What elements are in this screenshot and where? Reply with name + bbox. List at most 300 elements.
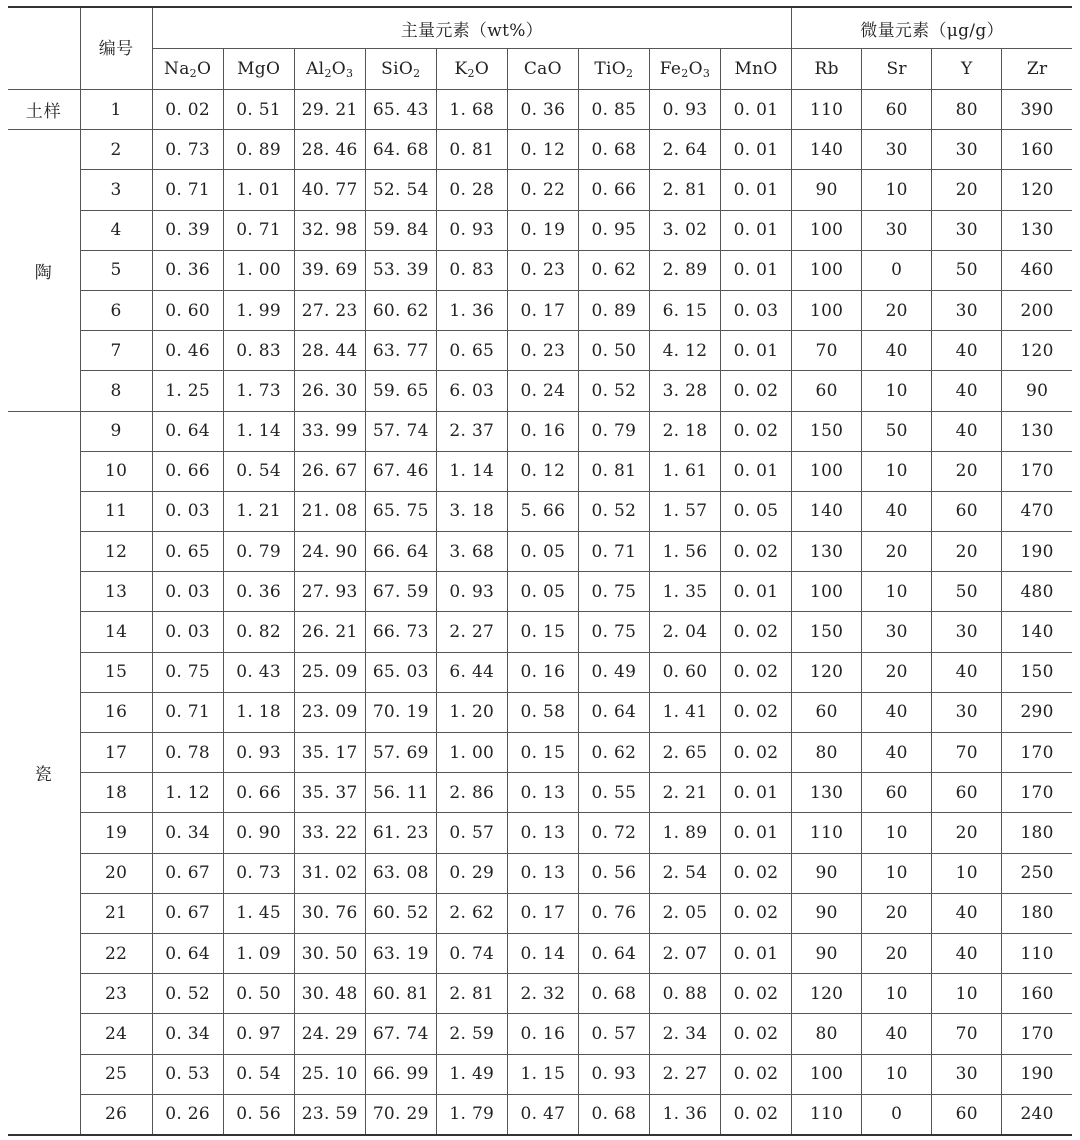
sample-id: 4 — [80, 210, 152, 250]
value-cell: 20 — [862, 532, 932, 572]
value-cell: 0. 74 — [436, 933, 507, 973]
value-cell: 67. 46 — [365, 451, 436, 491]
value-cell: 0. 67 — [152, 893, 223, 933]
value-cell: 50 — [932, 250, 1002, 290]
value-cell: 1. 18 — [223, 692, 294, 732]
sample-id: 23 — [80, 974, 152, 1014]
column-header: $Fe_2O_3$ — [649, 49, 720, 90]
value-cell: 10 — [862, 813, 932, 853]
table-row — [8, 170, 1072, 210]
sample-id: 14 — [80, 612, 152, 652]
value-cell: 0. 23 — [507, 250, 578, 290]
value-cell: 100 — [792, 250, 862, 290]
value-cell: 90 — [1002, 371, 1072, 411]
sample-id: 11 — [80, 491, 152, 531]
value-cell: 4. 12 — [649, 331, 720, 371]
sample-id: 9 — [80, 411, 152, 451]
value-cell: 0. 47 — [507, 1094, 578, 1135]
table-row — [8, 411, 1072, 451]
value-cell: 0. 02 — [152, 90, 223, 130]
value-cell: 20 — [862, 290, 932, 330]
value-cell: 0 — [862, 250, 932, 290]
value-cell: 0. 15 — [507, 733, 578, 773]
value-cell: 0. 17 — [507, 893, 578, 933]
value-cell: 130 — [792, 773, 862, 813]
value-cell: 0. 56 — [223, 1094, 294, 1135]
value-cell: 10 — [862, 974, 932, 1014]
value-cell: 10 — [862, 1054, 932, 1094]
value-cell: 28. 44 — [294, 331, 365, 371]
value-cell: 0. 17 — [507, 290, 578, 330]
value-cell: 2. 07 — [649, 933, 720, 973]
value-cell: 0 — [862, 1094, 932, 1135]
table-row — [8, 1054, 1072, 1094]
value-cell: 100 — [792, 1054, 862, 1094]
value-cell: 20 — [932, 451, 1002, 491]
value-cell: 0. 02 — [720, 532, 791, 572]
value-cell: 70 — [932, 1014, 1002, 1054]
value-cell: 10 — [932, 853, 1002, 893]
value-cell: 1. 01 — [223, 170, 294, 210]
value-cell: 0. 54 — [223, 451, 294, 491]
value-cell: 40 — [862, 692, 932, 732]
column-header: $K_2O$ — [436, 49, 507, 90]
value-cell: 26. 21 — [294, 612, 365, 652]
column-header: $Na_2O$ — [152, 49, 223, 90]
value-cell: 50 — [862, 411, 932, 451]
group-label: 瓷 — [8, 411, 80, 1135]
value-cell: 67. 59 — [365, 572, 436, 612]
value-cell: 60 — [862, 90, 932, 130]
value-cell: 30. 76 — [294, 893, 365, 933]
value-cell: 0. 93 — [223, 733, 294, 773]
value-cell: 1. 09 — [223, 933, 294, 973]
value-cell: 10 — [862, 371, 932, 411]
value-cell: 0. 67 — [152, 853, 223, 893]
value-cell: 190 — [1002, 1054, 1072, 1094]
sample-id: 18 — [80, 773, 152, 813]
value-cell: 40 — [862, 331, 932, 371]
value-cell: 39. 69 — [294, 250, 365, 290]
value-cell: 0. 66 — [223, 773, 294, 813]
value-cell: 0. 12 — [507, 130, 578, 170]
value-cell: 0. 12 — [507, 451, 578, 491]
value-cell: 0. 71 — [152, 170, 223, 210]
value-cell: 0. 03 — [720, 290, 791, 330]
value-cell: 470 — [1002, 491, 1072, 531]
table-row — [8, 331, 1072, 371]
sample-id: 3 — [80, 170, 152, 210]
table-row — [8, 933, 1072, 973]
group-label: 陶 — [8, 130, 80, 411]
value-cell: 0. 03 — [152, 572, 223, 612]
value-cell: 0. 68 — [578, 974, 649, 1014]
value-cell: 0. 81 — [436, 130, 507, 170]
value-cell: 1. 00 — [223, 250, 294, 290]
value-cell: 80 — [792, 733, 862, 773]
value-cell: 30 — [862, 130, 932, 170]
value-cell: 60. 52 — [365, 893, 436, 933]
value-cell: 40 — [862, 733, 932, 773]
value-cell: 10 — [862, 451, 932, 491]
value-cell: 33. 99 — [294, 411, 365, 451]
value-cell: 1. 14 — [436, 451, 507, 491]
value-cell: 180 — [1002, 893, 1072, 933]
value-cell: 2. 37 — [436, 411, 507, 451]
table-row — [8, 612, 1072, 652]
value-cell: 35. 17 — [294, 733, 365, 773]
value-cell: 0. 73 — [152, 130, 223, 170]
value-cell: 30 — [932, 210, 1002, 250]
value-cell: 3. 28 — [649, 371, 720, 411]
value-cell: 0. 54 — [223, 1054, 294, 1094]
value-cell: 1. 00 — [436, 733, 507, 773]
value-cell: 0. 66 — [152, 451, 223, 491]
value-cell: 90 — [792, 853, 862, 893]
value-cell: 0. 64 — [578, 933, 649, 973]
value-cell: 70. 29 — [365, 1094, 436, 1135]
value-cell: 63. 08 — [365, 853, 436, 893]
value-cell: 66. 99 — [365, 1054, 436, 1094]
value-cell: 60 — [932, 773, 1002, 813]
table-row — [8, 90, 1072, 130]
value-cell: 40. 77 — [294, 170, 365, 210]
value-cell: 0. 49 — [578, 652, 649, 692]
value-cell: 1. 41 — [649, 692, 720, 732]
value-cell: 0. 01 — [720, 90, 791, 130]
sample-id: 20 — [80, 853, 152, 893]
table-row — [8, 813, 1072, 853]
value-cell: 60. 62 — [365, 290, 436, 330]
value-cell: 1. 61 — [649, 451, 720, 491]
value-cell: 130 — [792, 532, 862, 572]
value-cell: 2. 21 — [649, 773, 720, 813]
value-cell: 70 — [792, 331, 862, 371]
value-cell: 100 — [792, 210, 862, 250]
value-cell: 50 — [932, 572, 1002, 612]
value-cell: 30 — [932, 130, 1002, 170]
value-cell: 150 — [792, 411, 862, 451]
value-cell: 60 — [932, 491, 1002, 531]
value-cell: 100 — [792, 290, 862, 330]
value-cell: 460 — [1002, 250, 1072, 290]
table-row — [8, 1094, 1072, 1135]
value-cell: 65. 43 — [365, 90, 436, 130]
value-cell: 0. 97 — [223, 1014, 294, 1054]
value-cell: 56. 11 — [365, 773, 436, 813]
sample-id: 7 — [80, 331, 152, 371]
value-cell: 60 — [792, 371, 862, 411]
value-cell: 0. 71 — [223, 210, 294, 250]
value-cell: 35. 37 — [294, 773, 365, 813]
value-cell: 31. 02 — [294, 853, 365, 893]
value-cell: 0. 39 — [152, 210, 223, 250]
value-cell: 170 — [1002, 1014, 1072, 1054]
header-id-label: 编号 — [80, 7, 152, 90]
value-cell: 2. 27 — [436, 612, 507, 652]
value-cell: 0. 52 — [578, 491, 649, 531]
value-cell: 0. 03 — [152, 612, 223, 652]
value-cell: 0. 62 — [578, 733, 649, 773]
value-cell: 0. 68 — [578, 1094, 649, 1135]
value-cell: 0. 90 — [223, 813, 294, 853]
value-cell: 0. 05 — [507, 572, 578, 612]
value-cell: 67. 74 — [365, 1014, 436, 1054]
value-cell: 26. 67 — [294, 451, 365, 491]
value-cell: 20 — [862, 933, 932, 973]
value-cell: 40 — [932, 371, 1002, 411]
value-cell: 130 — [1002, 411, 1072, 451]
value-cell: 61. 23 — [365, 813, 436, 853]
value-cell: 390 — [1002, 90, 1072, 130]
table-row — [8, 652, 1072, 692]
value-cell: 0. 93 — [649, 90, 720, 130]
value-cell: 66. 73 — [365, 612, 436, 652]
value-cell: 65. 03 — [365, 652, 436, 692]
value-cell: 65. 75 — [365, 491, 436, 531]
value-cell: 6. 15 — [649, 290, 720, 330]
value-cell: 0. 34 — [152, 1014, 223, 1054]
value-cell: 160 — [1002, 974, 1072, 1014]
value-cell: 0. 72 — [578, 813, 649, 853]
value-cell: 0. 36 — [507, 90, 578, 130]
column-header: Rb — [792, 49, 862, 90]
value-cell: 0. 36 — [152, 250, 223, 290]
value-cell: 30. 48 — [294, 974, 365, 1014]
value-cell: 290 — [1002, 692, 1072, 732]
value-cell: 0. 66 — [578, 170, 649, 210]
value-cell: 2. 64 — [649, 130, 720, 170]
value-cell: 0. 36 — [223, 572, 294, 612]
value-cell: 0. 01 — [720, 933, 791, 973]
value-cell: 20 — [932, 532, 1002, 572]
sample-id: 12 — [80, 532, 152, 572]
value-cell: 120 — [792, 652, 862, 692]
value-cell: 0. 02 — [720, 371, 791, 411]
header-row-groups — [8, 7, 1072, 49]
value-cell: 0. 22 — [507, 170, 578, 210]
value-cell: 70. 19 — [365, 692, 436, 732]
value-cell: 0. 83 — [223, 331, 294, 371]
value-cell: 0. 95 — [578, 210, 649, 250]
value-cell: 0. 02 — [720, 411, 791, 451]
value-cell: 40 — [932, 411, 1002, 451]
composition-table — [8, 6, 1072, 1136]
sample-id: 17 — [80, 733, 152, 773]
value-cell: 0. 23 — [507, 331, 578, 371]
value-cell: 0. 55 — [578, 773, 649, 813]
value-cell: 180 — [1002, 813, 1072, 853]
value-cell: 0. 81 — [578, 451, 649, 491]
value-cell: 2. 34 — [649, 1014, 720, 1054]
value-cell: 0. 88 — [649, 974, 720, 1014]
column-header: Zr — [1002, 49, 1072, 90]
column-header: TiO$_2$ — [578, 49, 649, 90]
value-cell: 0. 02 — [720, 974, 791, 1014]
value-cell: 90 — [792, 893, 862, 933]
value-cell: 160 — [1002, 130, 1072, 170]
value-cell: 0. 02 — [720, 652, 791, 692]
value-cell: 1. 79 — [436, 1094, 507, 1135]
value-cell: 0. 29 — [436, 853, 507, 893]
value-cell: 0. 93 — [436, 572, 507, 612]
value-cell: 120 — [1002, 331, 1072, 371]
value-cell: 2. 81 — [436, 974, 507, 1014]
header-trace-elements: 微量元素（μg/g） — [792, 7, 1072, 49]
value-cell: 0. 01 — [720, 130, 791, 170]
value-cell: 60 — [792, 692, 862, 732]
value-cell: 57. 69 — [365, 733, 436, 773]
value-cell: 57. 74 — [365, 411, 436, 451]
value-cell: 64. 68 — [365, 130, 436, 170]
value-cell: 110 — [792, 1094, 862, 1135]
value-cell: 20 — [932, 170, 1002, 210]
value-cell: 140 — [792, 491, 862, 531]
table-row — [8, 451, 1072, 491]
value-cell: 26. 30 — [294, 371, 365, 411]
value-cell: 0. 64 — [578, 692, 649, 732]
value-cell: 1. 99 — [223, 290, 294, 330]
sample-id: 22 — [80, 933, 152, 973]
value-cell: 1. 49 — [436, 1054, 507, 1094]
value-cell: 1. 15 — [507, 1054, 578, 1094]
value-cell: 52. 54 — [365, 170, 436, 210]
value-cell: 170 — [1002, 733, 1072, 773]
value-cell: 0. 79 — [578, 411, 649, 451]
value-cell: 2. 59 — [436, 1014, 507, 1054]
value-cell: 110 — [1002, 933, 1072, 973]
sample-id: 26 — [80, 1094, 152, 1135]
value-cell: 2. 65 — [649, 733, 720, 773]
value-cell: 0. 19 — [507, 210, 578, 250]
value-cell: 110 — [792, 90, 862, 130]
sample-id: 10 — [80, 451, 152, 491]
value-cell: 2. 81 — [649, 170, 720, 210]
value-cell: 0. 15 — [507, 612, 578, 652]
value-cell: 170 — [1002, 773, 1072, 813]
value-cell: 80 — [792, 1014, 862, 1054]
value-cell: 2. 27 — [649, 1054, 720, 1094]
value-cell: 0. 28 — [436, 170, 507, 210]
value-cell: 0. 16 — [507, 1014, 578, 1054]
value-cell: 40 — [862, 1014, 932, 1054]
value-cell: 0. 78 — [152, 733, 223, 773]
value-cell: 1. 36 — [436, 290, 507, 330]
value-cell: 0. 05 — [507, 532, 578, 572]
value-cell: 0. 93 — [578, 1054, 649, 1094]
value-cell: 25. 09 — [294, 652, 365, 692]
value-cell: 0. 75 — [152, 652, 223, 692]
value-cell: 0. 01 — [720, 250, 791, 290]
value-cell: 1. 21 — [223, 491, 294, 531]
value-cell: 1. 20 — [436, 692, 507, 732]
value-cell: 140 — [792, 130, 862, 170]
value-cell: 0. 56 — [578, 853, 649, 893]
table-row — [8, 130, 1072, 170]
value-cell: 1. 57 — [649, 491, 720, 531]
value-cell: 10 — [862, 853, 932, 893]
value-cell: 0. 65 — [436, 331, 507, 371]
value-cell: 3. 18 — [436, 491, 507, 531]
value-cell: 0. 01 — [720, 210, 791, 250]
value-cell: 0. 02 — [720, 1094, 791, 1135]
value-cell: 0. 02 — [720, 893, 791, 933]
value-cell: 0. 14 — [507, 933, 578, 973]
value-cell: 5. 66 — [507, 491, 578, 531]
value-cell: 2. 54 — [649, 853, 720, 893]
value-cell: 0. 05 — [720, 491, 791, 531]
value-cell: 0. 89 — [578, 290, 649, 330]
value-cell: 2. 04 — [649, 612, 720, 652]
value-cell: 0. 60 — [649, 652, 720, 692]
value-cell: 90 — [792, 933, 862, 973]
value-cell: 27. 23 — [294, 290, 365, 330]
value-cell: 1. 45 — [223, 893, 294, 933]
value-cell: 170 — [1002, 451, 1072, 491]
value-cell: 0. 64 — [152, 411, 223, 451]
value-cell: 3. 68 — [436, 532, 507, 572]
value-cell: 10 — [862, 170, 932, 210]
sample-id: 13 — [80, 572, 152, 612]
value-cell: 0. 68 — [578, 130, 649, 170]
value-cell: 0. 60 — [152, 290, 223, 330]
value-cell: 0. 75 — [578, 612, 649, 652]
value-cell: 1. 56 — [649, 532, 720, 572]
value-cell: 0. 02 — [720, 692, 791, 732]
header-row-columns — [8, 49, 1072, 90]
table-row — [8, 210, 1072, 250]
value-cell: 59. 65 — [365, 371, 436, 411]
sample-id: 15 — [80, 652, 152, 692]
value-cell: 2. 05 — [649, 893, 720, 933]
value-cell: 6. 44 — [436, 652, 507, 692]
value-cell: 30 — [862, 612, 932, 652]
value-cell: 0. 01 — [720, 170, 791, 210]
value-cell: 70 — [932, 733, 1002, 773]
value-cell: 0. 83 — [436, 250, 507, 290]
table-row — [8, 853, 1072, 893]
value-cell: 0. 73 — [223, 853, 294, 893]
value-cell: 0. 13 — [507, 853, 578, 893]
column-header: Sr — [862, 49, 932, 90]
value-cell: 40 — [932, 933, 1002, 973]
value-cell: 110 — [792, 813, 862, 853]
group-label: 土样 — [8, 90, 80, 130]
value-cell: 0. 01 — [720, 813, 791, 853]
value-cell: 30 — [932, 1054, 1002, 1094]
value-cell: 0. 57 — [578, 1014, 649, 1054]
column-header: MnO — [720, 49, 791, 90]
value-cell: 24. 90 — [294, 532, 365, 572]
value-cell: 0. 75 — [578, 572, 649, 612]
value-cell: 24. 29 — [294, 1014, 365, 1054]
header-blank-cell — [8, 7, 80, 90]
value-cell: 21. 08 — [294, 491, 365, 531]
value-cell: 53. 39 — [365, 250, 436, 290]
value-cell: 32. 98 — [294, 210, 365, 250]
value-cell: 28. 46 — [294, 130, 365, 170]
value-cell: 0. 01 — [720, 331, 791, 371]
value-cell: 120 — [1002, 170, 1072, 210]
value-cell: 80 — [932, 90, 1002, 130]
value-cell: 2. 62 — [436, 893, 507, 933]
value-cell: 25. 10 — [294, 1054, 365, 1094]
value-cell: 63. 19 — [365, 933, 436, 973]
value-cell: 1. 12 — [152, 773, 223, 813]
value-cell: 60. 81 — [365, 974, 436, 1014]
value-cell: 30 — [932, 290, 1002, 330]
column-header: Y — [932, 49, 1002, 90]
